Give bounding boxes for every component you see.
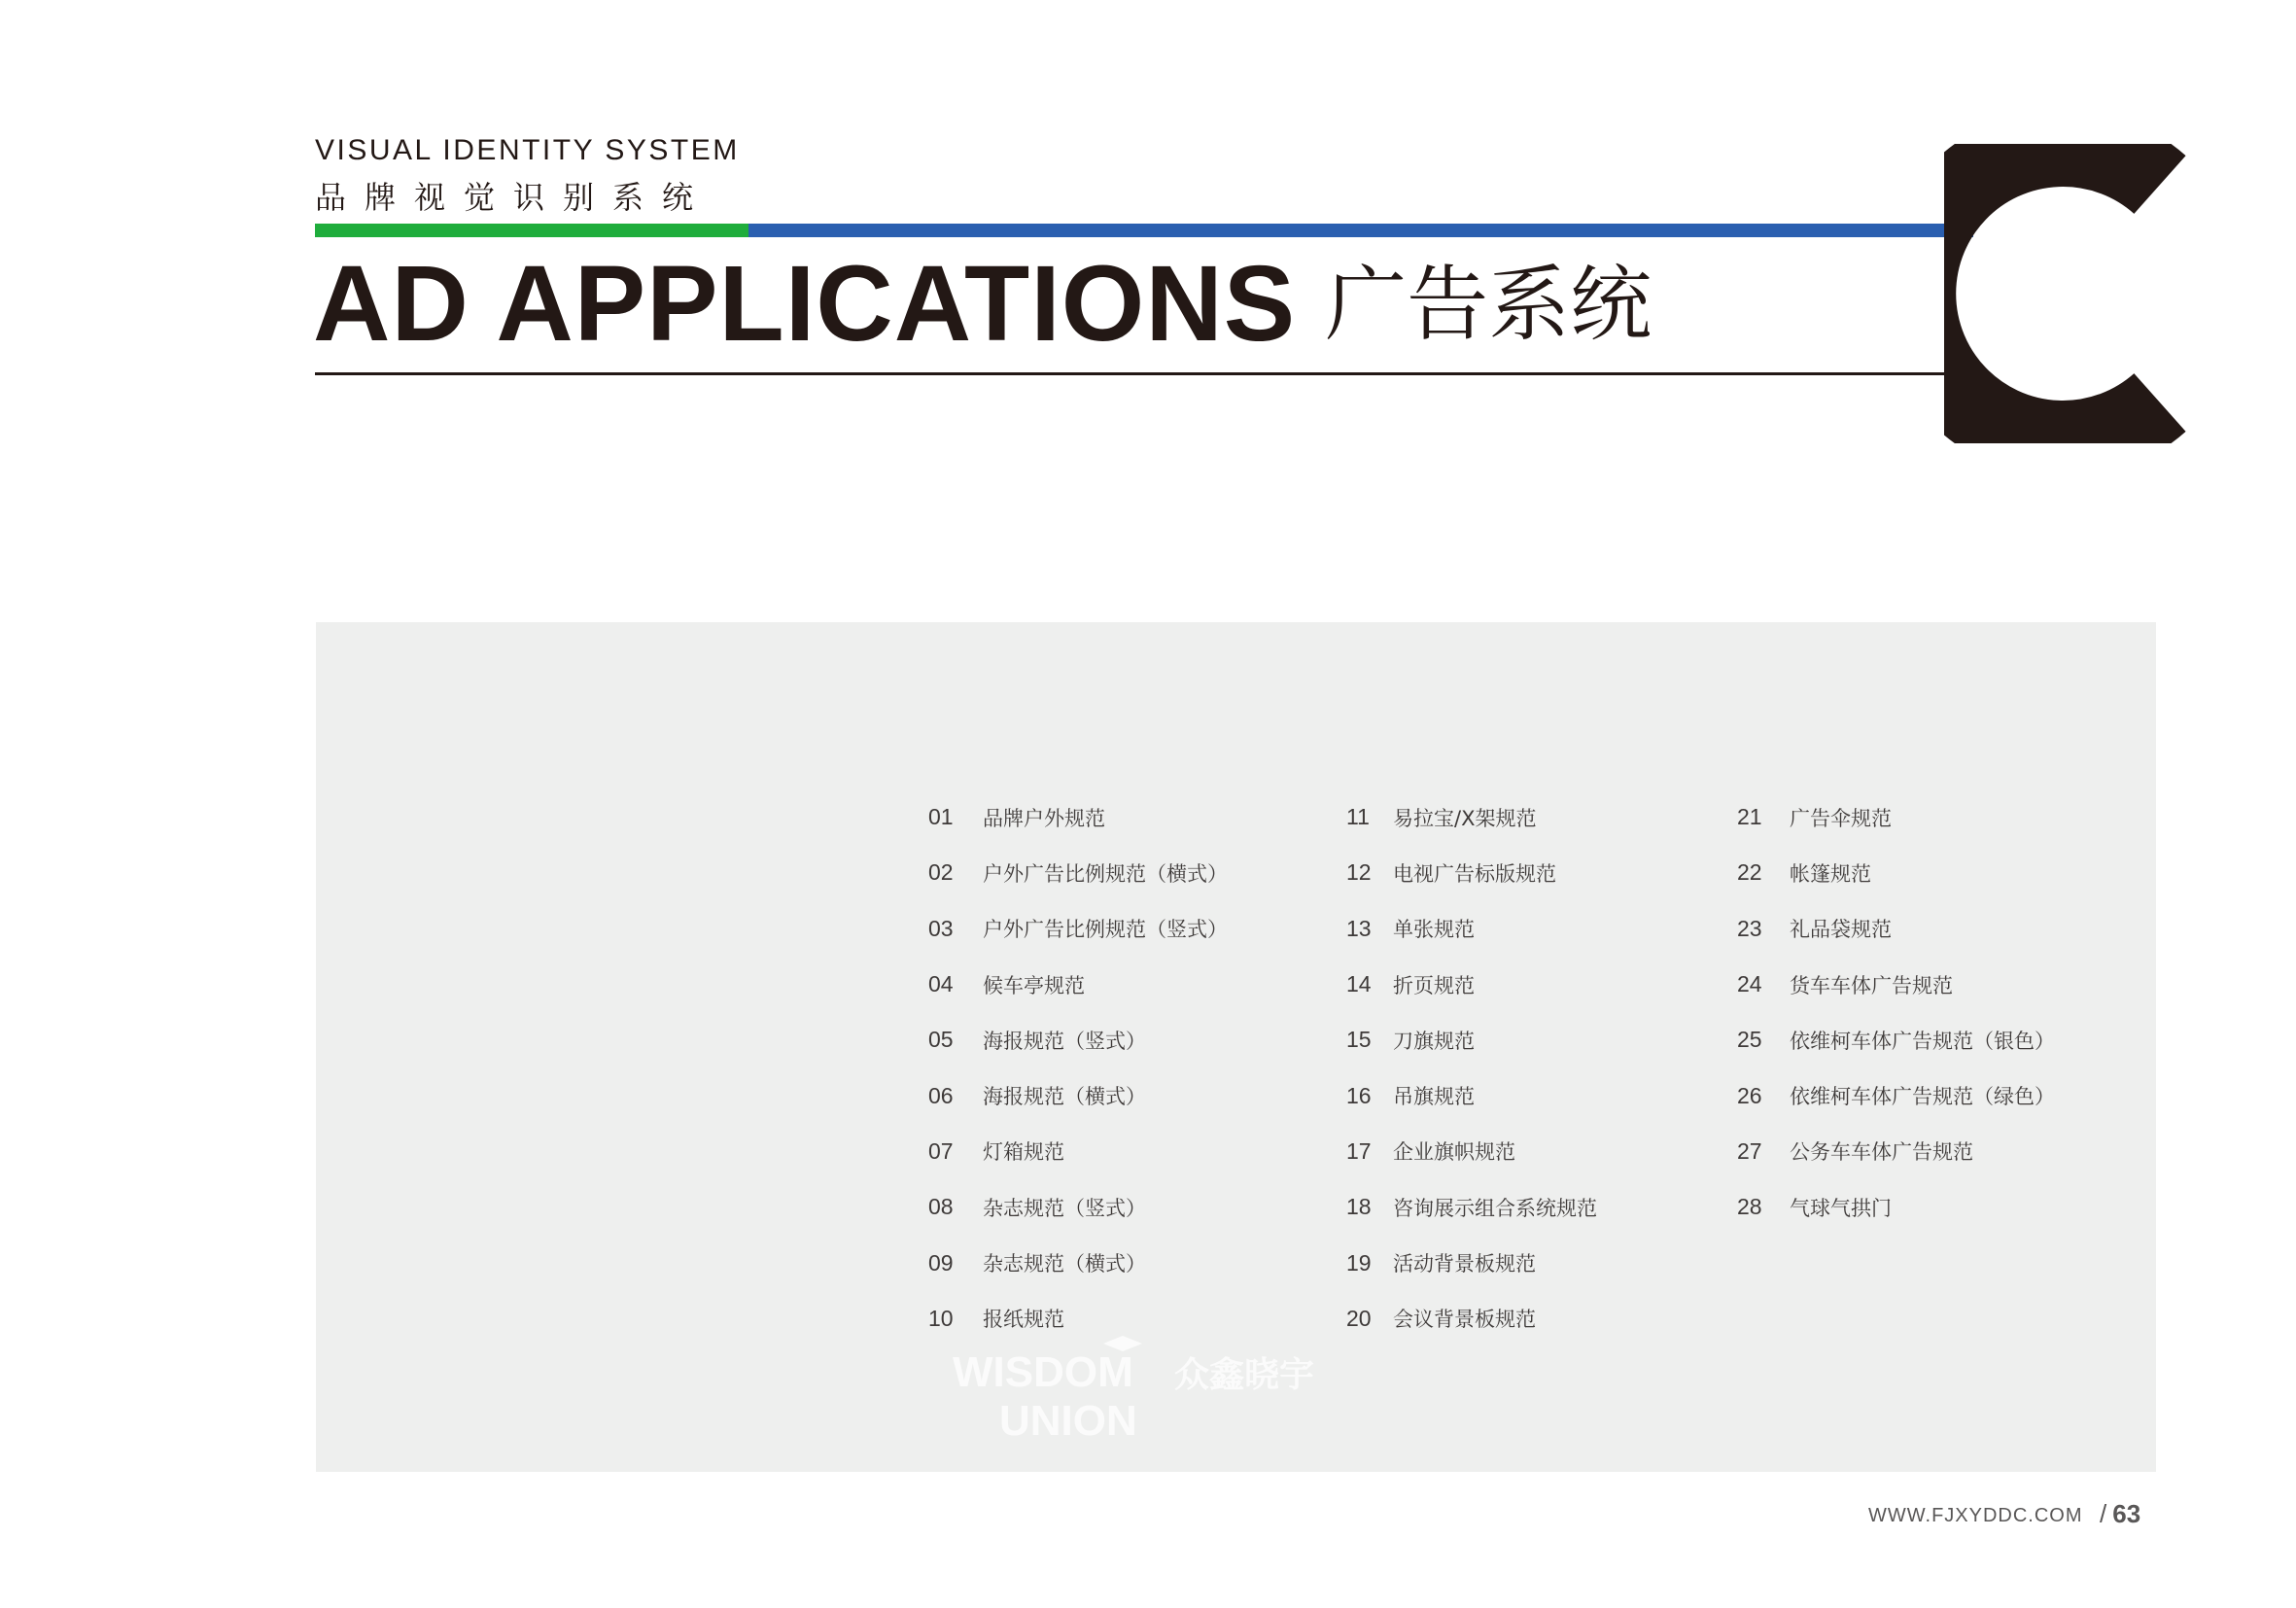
footer-page-number	[2100, 1499, 2140, 1529]
toc-item-label: 气球气拱门	[1790, 1196, 1892, 1220]
toc-item-number: 18	[1346, 1194, 1372, 1220]
toc-item-label: 依维柯车体广告规范（绿色）	[1790, 1085, 2055, 1109]
toc-item	[928, 901, 1228, 957]
section-letter-c	[1944, 144, 2187, 443]
footer-page-value: 63	[2112, 1499, 2141, 1528]
toc-item-number: 02	[928, 859, 954, 886]
toc-item-label: 咨询展示组合系统规范	[1393, 1196, 1597, 1220]
toc-column-1	[928, 789, 1228, 1346]
watermark-cn: 众鑫晓宇	[1174, 1355, 1315, 1395]
toc-item-label: 吊旗规范	[1393, 1085, 1475, 1109]
toc-item-label: 报纸规范	[983, 1308, 1064, 1332]
toc-item-label: 海报规范（竖式）	[983, 1029, 1146, 1053]
toc-item-label: 刀旗规范	[1393, 1029, 1475, 1053]
toc-item-label: 企业旗帜规范	[1393, 1140, 1515, 1165]
toc-item-number: 04	[928, 971, 954, 997]
toc-item-number: 28	[1737, 1194, 1762, 1220]
toc-item-label: 会议背景板规范	[1393, 1308, 1536, 1332]
toc-item	[1737, 845, 2055, 900]
toc-item	[1346, 957, 1597, 1012]
toc-item-label: 户外广告比例规范（竖式）	[983, 918, 1228, 942]
toc-item-label: 礼品袋规范	[1790, 918, 1892, 942]
toc-item-number: 07	[928, 1137, 954, 1164]
toc-item-number: 16	[1346, 1082, 1372, 1108]
toc-item-label: 折页规范	[1393, 973, 1475, 997]
toc-item-label: 依维柯车体广告规范（银色）	[1790, 1029, 2055, 1053]
toc-item	[928, 789, 1228, 845]
toc-item	[1737, 789, 2055, 845]
toc-item-number: 19	[1346, 1249, 1372, 1276]
toc-item-number: 14	[1346, 971, 1372, 997]
toc-item-number: 03	[928, 915, 954, 941]
title-underline	[315, 372, 1977, 375]
color-bar-green	[315, 224, 748, 237]
footer-url: WWW.FJXYDDC.COM	[1868, 1505, 2083, 1526]
toc-item	[1737, 901, 2055, 957]
toc-item-number: 11	[1346, 804, 1370, 830]
toc-item-label: 电视广告标版规范	[1393, 861, 1556, 886]
toc-item-number: 17	[1346, 1137, 1372, 1164]
toc-item	[1346, 1235, 1597, 1290]
toc-item	[1346, 789, 1597, 845]
toc-item	[928, 1235, 1228, 1290]
toc-item	[928, 1012, 1228, 1067]
toc-item	[1346, 1179, 1597, 1235]
toc-item-number: 20	[1346, 1305, 1372, 1331]
toc-item-number: 12	[1346, 859, 1372, 886]
toc-item-number: 08	[928, 1194, 954, 1220]
color-bar-blue	[748, 224, 1973, 237]
toc-item-number: 27	[1737, 1137, 1762, 1164]
toc-item-number: 22	[1737, 859, 1762, 886]
toc-item-label: 单张规范	[1393, 918, 1475, 942]
toc-item-label: 帐篷规范	[1790, 861, 1871, 886]
toc-item-number: 21	[1737, 804, 1762, 830]
toc-item-label: 杂志规范（横式）	[983, 1252, 1146, 1276]
page-title-en: AD APPLICATIONS	[313, 244, 1297, 364]
toc-item	[1346, 901, 1597, 957]
toc-item	[928, 845, 1228, 900]
toc-column-2	[1346, 789, 1597, 1346]
toc-item-label: 公务车车体广告规范	[1790, 1140, 1973, 1165]
toc-item-label: 货车车体广告规范	[1790, 973, 1953, 997]
toc-item-number: 15	[1346, 1027, 1372, 1053]
toc-item-number: 23	[1737, 915, 1762, 941]
footer-slash: /	[2100, 1499, 2107, 1528]
toc-item-label: 广告伞规范	[1790, 806, 1892, 830]
toc-item-number: 05	[928, 1027, 954, 1053]
toc-item	[1737, 957, 2055, 1012]
header-system-cn: 品牌视觉识别系统	[315, 179, 713, 216]
header-system-en: VISUAL IDENTITY SYSTEM	[315, 134, 740, 166]
toc-item-number: 24	[1737, 971, 1762, 997]
toc-item	[928, 1067, 1228, 1123]
toc-item-label: 易拉宝/X架规范	[1393, 806, 1537, 830]
toc-item	[1346, 1124, 1597, 1179]
toc-item-label: 海报规范（横式）	[983, 1085, 1146, 1109]
toc-item-number: 09	[928, 1249, 954, 1276]
toc-item	[1346, 1067, 1597, 1123]
toc-item	[1737, 1124, 2055, 1179]
toc-item	[1737, 1067, 2055, 1123]
toc-item	[1737, 1012, 2055, 1067]
watermark-line1: WISDOM	[953, 1348, 1133, 1396]
toc-item	[928, 1179, 1228, 1235]
toc-item-number: 13	[1346, 915, 1372, 941]
toc-item	[1346, 1291, 1597, 1346]
toc-item-label: 杂志规范（竖式）	[983, 1196, 1146, 1220]
toc-item-number: 06	[928, 1082, 954, 1108]
toc-item-label: 候车亭规范	[983, 973, 1085, 997]
toc-item	[928, 957, 1228, 1012]
toc-column-3	[1737, 789, 2055, 1235]
toc-item	[1737, 1179, 2055, 1235]
toc-item-number: 10	[928, 1305, 954, 1331]
toc-item-number: 26	[1737, 1082, 1762, 1108]
toc-item	[1346, 1012, 1597, 1067]
toc-item-number: 25	[1737, 1027, 1762, 1053]
watermark-line2: UNION	[999, 1397, 1137, 1443]
page-title-cn: 广告系统	[1325, 257, 1652, 352]
watermark-logo	[953, 1334, 1361, 1443]
toc-item	[1346, 845, 1597, 900]
toc-item-label: 品牌户外规范	[983, 806, 1105, 830]
toc-item-label: 灯箱规范	[983, 1140, 1064, 1165]
toc-item	[928, 1124, 1228, 1179]
toc-item-label: 活动背景板规范	[1393, 1252, 1536, 1276]
toc-item-label: 户外广告比例规范（横式）	[983, 861, 1228, 886]
page-title	[313, 245, 1652, 364]
toc-item-number: 01	[928, 804, 954, 830]
